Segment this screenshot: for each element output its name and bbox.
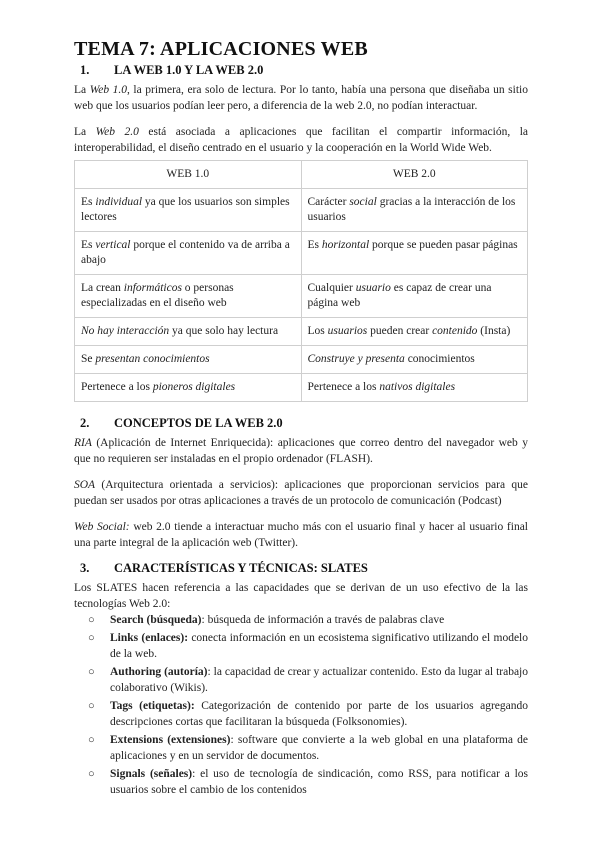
table-cell: Se presentan conocimientos (75, 346, 302, 374)
comparison-table (74, 160, 528, 402)
table-cell: Cualquier usuario es capaz de crear una página web (301, 275, 528, 318)
paragraph-web-2: La Web 2.0 está asociada a aplicaciones que facilitan el compartir información, la interoperabilidad, el diseño centrado en el usuario y la cooperación en la World Wide Web. (74, 126, 528, 154)
section-2-title: CONCEPTOS DE LA WEB 2.0 (114, 416, 283, 430)
table-cell: Los usuarios pueden crear contenido (Insta) (301, 318, 528, 346)
table-row (75, 374, 528, 402)
section-2-heading (74, 416, 528, 431)
table-cell: Carácter social gracias a la interacción de los usuarios (301, 189, 528, 232)
table-row (75, 189, 528, 232)
table-cell: Es vertical porque el contenido va de arriba a abajo (75, 232, 302, 275)
circle-bullet-icon: ○ (88, 734, 95, 746)
table-cell: La crean informáticos o personas especializadas en el diseño web (75, 275, 302, 318)
list-item: ○ Signals (señales): el uso de tecnología de sindicación, como RSS, para notificar a los usuarios sobre el cambio de los contenidos (88, 768, 528, 796)
header-web-1: WEB 1.0 (75, 161, 302, 189)
table-cell: Es individual ya que los usuarios son simples lectores (75, 189, 302, 232)
list-item: ○ Tags (etiquetas): Categorización de contenido por parte de los usuarios agregando descripciones cortas que facilitaran la búsqueda (Folksonomies). (88, 700, 528, 728)
page-title: TEMA 7: APLICACIONES WEB (74, 38, 368, 60)
paragraph-web-1: La Web 1.0, la primera, era solo de lectura. Por lo tanto, había una persona que diseñaba un sitio web que los usuarios podían leer pero, a diferencia de la web 2.0, no podían interactuar. (74, 84, 528, 112)
table-cell: Pertenece a los nativos digitales (301, 374, 528, 402)
paragraph-soa: SOA (Arquitectura orientada a servicios): aplicaciones que proporcionan servicios para que puedan ser usados por otras aplicaciones a través de un protocolo de comunicación (Podcast) (74, 479, 528, 507)
list-item: ○ Search (búsqueda): búsqueda de información a través de palabras clave (88, 614, 445, 626)
header-web-2: WEB 2.0 (301, 161, 528, 189)
list-item: ○ Authoring (autoría): la capacidad de crear y actualizar contenido. Esto da lugar al trabajo colaborativo (Wikis). (88, 666, 528, 694)
table-row (75, 346, 528, 374)
section-3-heading (74, 561, 528, 576)
table-header-row (75, 161, 528, 189)
circle-bullet-icon: ○ (88, 666, 95, 678)
paragraph-slates-intro: Los SLATES hacen referencia a las capacidades que se derivan de un uso efectivo de la las tecnologías Web 2.0: (74, 582, 528, 610)
section-1-title: LA WEB 1.0 Y LA WEB 2.0 (114, 63, 264, 77)
section-1-number: 1. (80, 63, 90, 77)
table-cell: Construye y presenta conocimientos (301, 346, 528, 374)
table-row (75, 318, 528, 346)
list-item: ○ Links (enlaces): conecta información en un ecosistema significativo utilizando el modelo de la web. (88, 632, 528, 660)
list-item: ○ Extensions (extensiones): software que convierte a la web global en una plataforma de aplicaciones y en un servidor de documentos. (88, 734, 529, 762)
section-1-heading (74, 63, 528, 78)
section-3-number: 3. (80, 561, 90, 575)
circle-bullet-icon: ○ (88, 614, 95, 626)
slates-list (88, 612, 528, 798)
paragraph-ria: RIA (Aplicación de Internet Enriquecida): aplicaciones que correo dentro del navegador web y que no requieren ser instaladas en el propio ordenador (FLASH). (74, 437, 528, 465)
circle-bullet-icon: ○ (88, 768, 95, 780)
table-row (75, 232, 528, 275)
table-row (75, 275, 528, 318)
paragraph-web-social: Web Social: web 2.0 tiende a interactuar mucho más con el usuario final y hacer al usuario final una parte integral de la aplicación web (Twitter). (74, 521, 528, 549)
section-2-number: 2. (80, 416, 90, 430)
table-cell: No hay interacción ya que solo hay lectura (75, 318, 302, 346)
circle-bullet-icon: ○ (88, 700, 95, 712)
table-cell: Es horizontal porque se pueden pasar páginas (301, 232, 528, 275)
circle-bullet-icon: ○ (88, 632, 95, 644)
section-3-title: CARACTERÍSTICAS Y TÉCNICAS: SLATES (114, 561, 368, 575)
table-cell: Pertenece a los pioneros digitales (75, 374, 302, 402)
